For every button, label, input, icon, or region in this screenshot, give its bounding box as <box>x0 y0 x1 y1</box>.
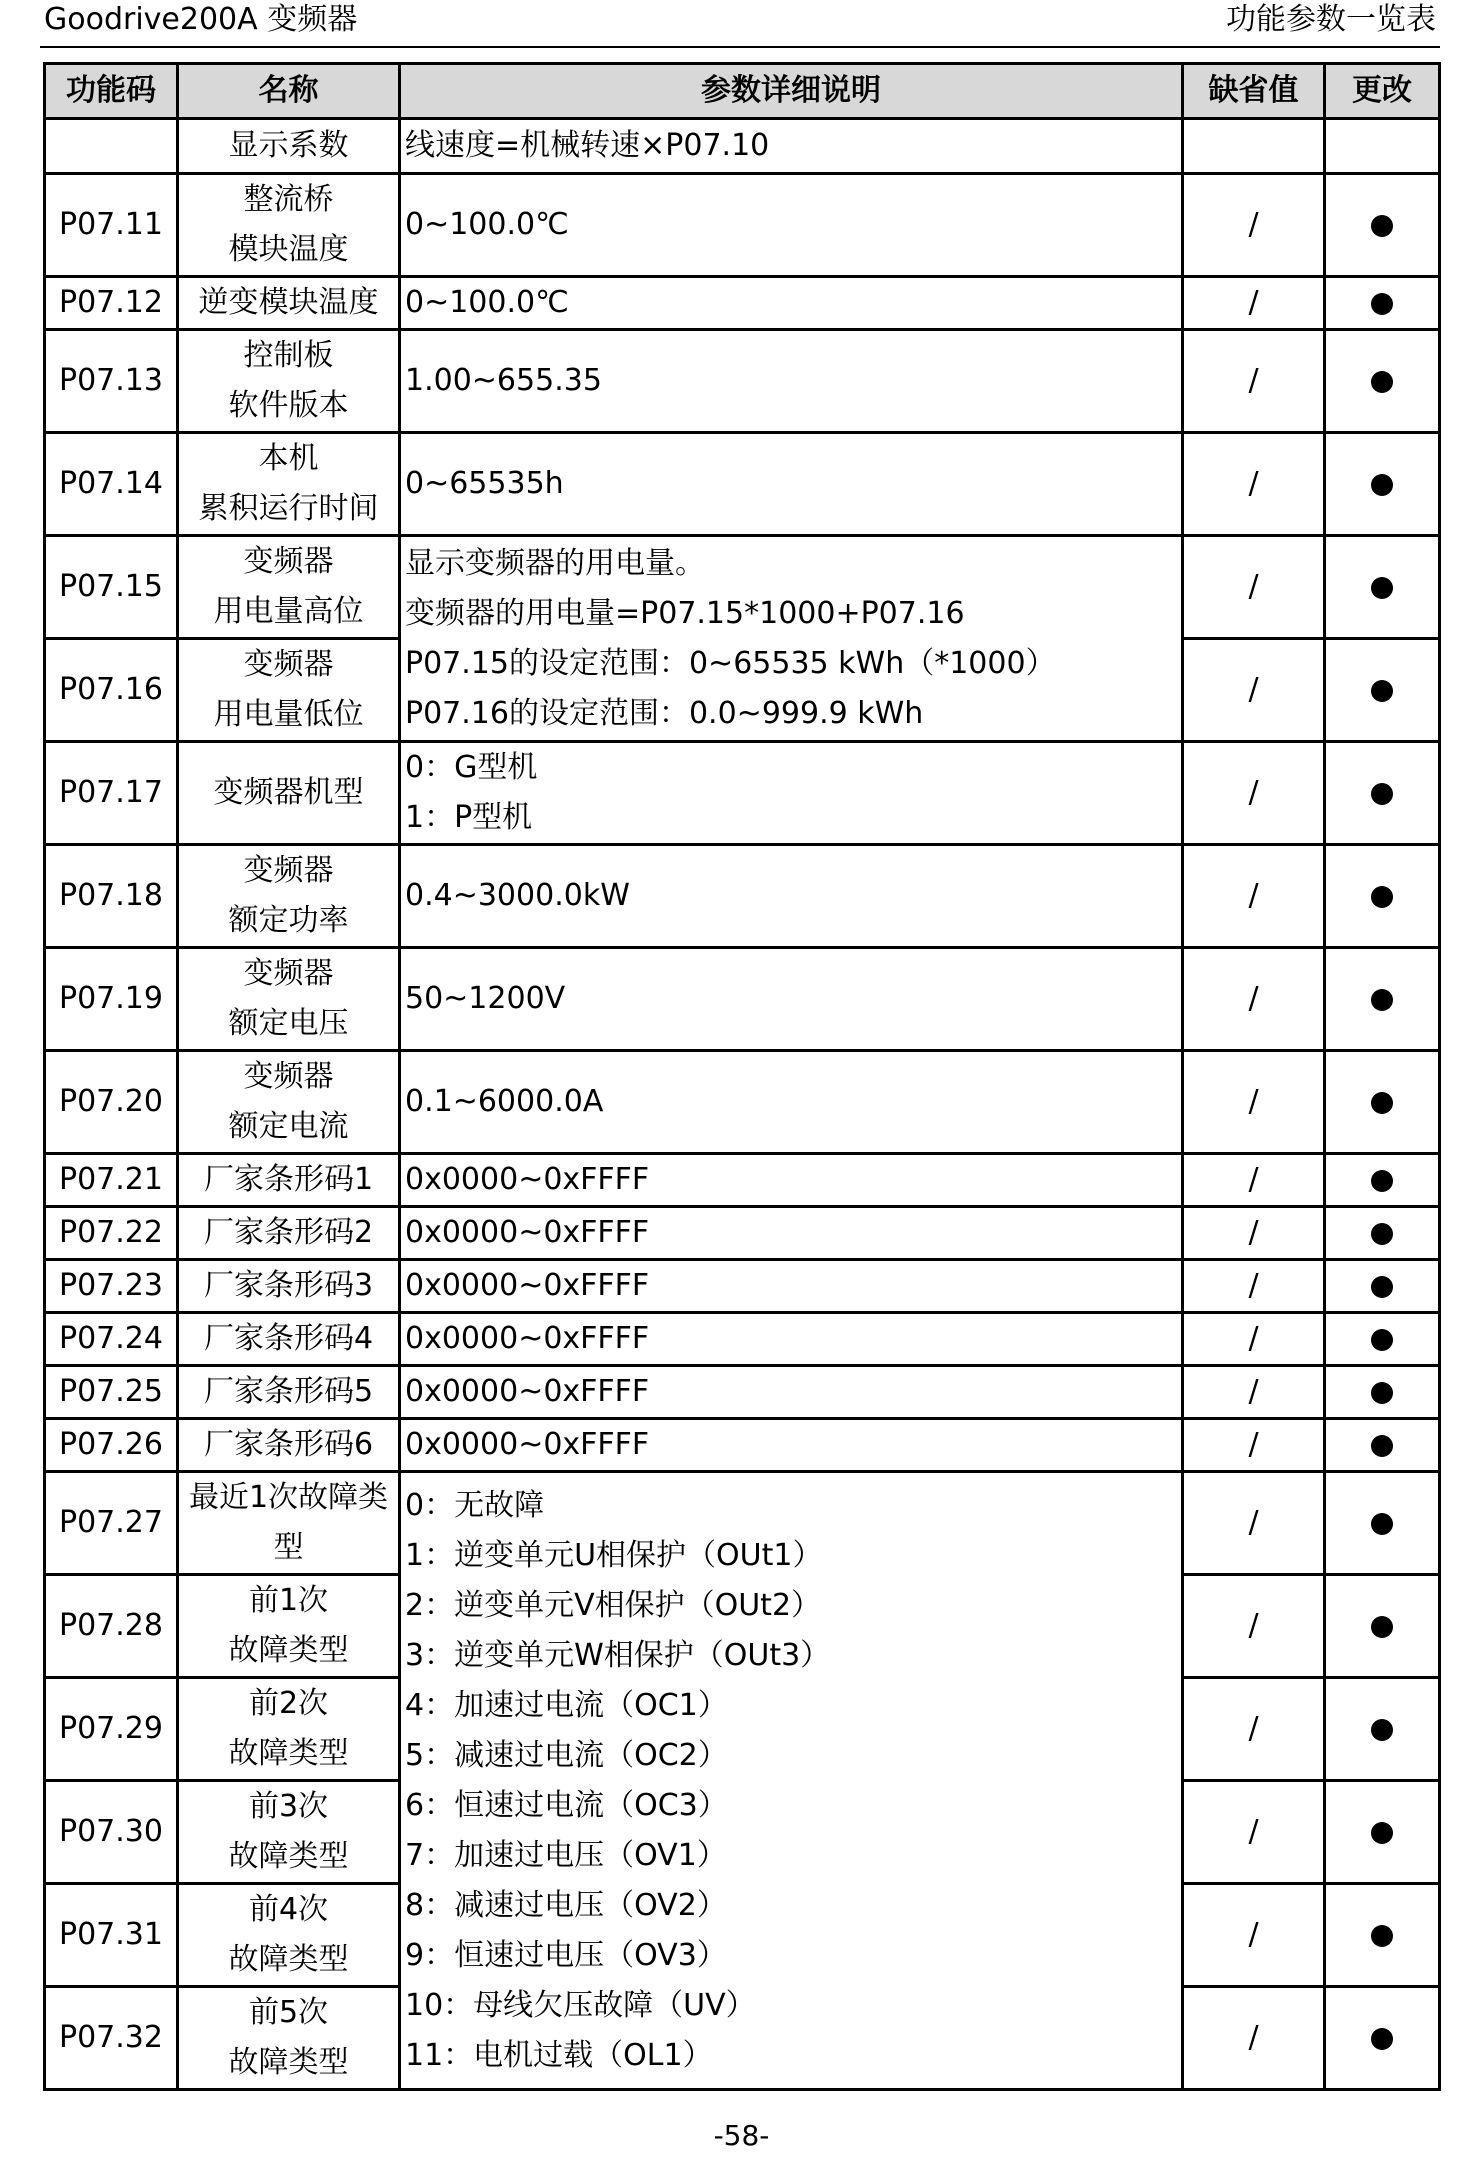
param-code: P07.15 <box>45 536 178 639</box>
param-name: 变频器 额定功率 <box>178 845 400 948</box>
param-code: P07.26 <box>45 1419 178 1472</box>
change-dot-icon <box>1371 1170 1393 1192</box>
param-name: 整流桥 模块温度 <box>178 174 400 277</box>
param-default: / <box>1183 536 1325 639</box>
param-name: 厂家条形码1 <box>178 1154 400 1207</box>
column-header-default: 缺省值 <box>1183 64 1325 119</box>
table-row <box>45 1260 1440 1313</box>
table-row <box>45 1419 1440 1472</box>
param-code: P07.30 <box>45 1781 178 1884</box>
param-change <box>1325 1366 1440 1419</box>
change-dot-icon <box>1371 1925 1393 1947</box>
param-change <box>1325 536 1440 639</box>
document-title: Goodrive200A 变频器 <box>44 2 358 37</box>
param-change <box>1325 119 1440 174</box>
param-code: P07.31 <box>45 1884 178 1987</box>
param-name: 厂家条形码6 <box>178 1419 400 1472</box>
param-change <box>1325 1472 1440 1575</box>
param-name: 变频器 额定电压 <box>178 948 400 1051</box>
param-default: / <box>1183 1987 1325 2090</box>
param-code: P07.23 <box>45 1260 178 1313</box>
param-change <box>1325 639 1440 742</box>
param-default <box>1183 119 1325 174</box>
param-change <box>1325 948 1440 1051</box>
param-code: P07.25 <box>45 1366 178 1419</box>
param-name: 变频器 额定电流 <box>178 1051 400 1154</box>
table-row <box>45 1154 1440 1207</box>
param-change <box>1325 1987 1440 2090</box>
param-default: / <box>1183 1781 1325 1884</box>
param-change <box>1325 1781 1440 1884</box>
param-desc-faults: 0：无故障 1：逆变单元U相保护（OUt1） 2：逆变单元V相保护（OUt2） 3：逆变单元W相保护（OUt3） 4：加速过电流（OC1） 5：减速过电流（OC2） 6：恒速过电流（OC3） 7：加速过电压（OV1） 8：减速过电压（OV2） 9：恒速过电压（OV3） 10：母线欠压故障（UV） 11：电机过载（OL1） <box>400 1472 1183 2090</box>
section-title: 功能参数一览表 <box>1226 2 1436 37</box>
param-default: / <box>1183 1207 1325 1260</box>
param-name: 前5次 故障类型 <box>178 1987 400 2090</box>
param-change <box>1325 1419 1440 1472</box>
change-dot-icon <box>1371 1382 1393 1404</box>
param-default: / <box>1183 639 1325 742</box>
param-name: 变频器机型 <box>178 742 400 845</box>
param-desc: 0~65535h <box>400 433 1183 536</box>
param-code: P07.27 <box>45 1472 178 1575</box>
param-code: P07.20 <box>45 1051 178 1154</box>
param-change <box>1325 174 1440 277</box>
param-default: / <box>1183 1472 1325 1575</box>
param-change <box>1325 330 1440 433</box>
table-row <box>45 433 1440 536</box>
param-default: / <box>1183 1154 1325 1207</box>
param-code: P07.24 <box>45 1313 178 1366</box>
param-change <box>1325 433 1440 536</box>
param-desc: 0x0000~0xFFFF <box>400 1154 1183 1207</box>
column-header-code: 功能码 <box>45 64 178 119</box>
param-desc: 0x0000~0xFFFF <box>400 1207 1183 1260</box>
param-desc: 线速度=机械转速×P07.10 <box>400 119 1183 174</box>
param-desc: 0.1~6000.0A <box>400 1051 1183 1154</box>
param-name: 控制板 软件版本 <box>178 330 400 433</box>
param-name: 逆变模块温度 <box>178 277 400 330</box>
param-name: 厂家条形码5 <box>178 1366 400 1419</box>
param-change <box>1325 277 1440 330</box>
parameter-table <box>43 62 1441 2091</box>
param-default: / <box>1183 1419 1325 1472</box>
column-header-change: 更改 <box>1325 64 1440 119</box>
param-change <box>1325 1154 1440 1207</box>
table-row <box>45 1051 1440 1154</box>
param-code: P07.32 <box>45 1987 178 2090</box>
change-dot-icon <box>1371 886 1393 908</box>
table-row <box>45 1313 1440 1366</box>
param-change <box>1325 1260 1440 1313</box>
change-dot-icon <box>1371 680 1393 702</box>
param-name: 显示系数 <box>178 119 400 174</box>
param-desc: 0x0000~0xFFFF <box>400 1313 1183 1366</box>
change-dot-icon <box>1371 783 1393 805</box>
param-default: / <box>1183 330 1325 433</box>
change-dot-icon <box>1371 1822 1393 1844</box>
table-row <box>45 742 1440 845</box>
param-default: / <box>1183 948 1325 1051</box>
param-desc: 0x0000~0xFFFF <box>400 1260 1183 1313</box>
param-desc: 1.00~655.35 <box>400 330 1183 433</box>
change-dot-icon <box>1371 1223 1393 1245</box>
table-row <box>45 1366 1440 1419</box>
change-dot-icon <box>1371 371 1393 393</box>
param-name: 厂家条形码3 <box>178 1260 400 1313</box>
param-code: P07.22 <box>45 1207 178 1260</box>
page-header <box>40 0 1440 48</box>
change-dot-icon <box>1371 1329 1393 1351</box>
table-row <box>45 948 1440 1051</box>
param-code <box>45 119 178 174</box>
param-name: 厂家条形码4 <box>178 1313 400 1366</box>
table-row <box>45 845 1440 948</box>
param-code: P07.17 <box>45 742 178 845</box>
param-default: / <box>1183 845 1325 948</box>
param-default: / <box>1183 433 1325 536</box>
param-change <box>1325 1575 1440 1678</box>
param-desc: 0.4~3000.0kW <box>400 845 1183 948</box>
change-dot-icon <box>1371 215 1393 237</box>
change-dot-icon <box>1371 989 1393 1011</box>
param-code: P07.14 <box>45 433 178 536</box>
param-name: 前4次 故障类型 <box>178 1884 400 1987</box>
param-code: P07.21 <box>45 1154 178 1207</box>
table-row <box>45 536 1440 639</box>
param-desc-energy: 显示变频器的用电量。 变频器的用电量=P07.15*1000+P07.16 P07.15的设定范围：0~65535 kWh（*1000） P07.16的设定范围：0.0~999.9 kWh <box>400 536 1183 742</box>
param-desc: 0x0000~0xFFFF <box>400 1366 1183 1419</box>
param-name: 变频器 用电量低位 <box>178 639 400 742</box>
change-dot-icon <box>1371 1513 1393 1535</box>
param-default: / <box>1183 742 1325 845</box>
param-code: P07.19 <box>45 948 178 1051</box>
param-desc: 50~1200V <box>400 948 1183 1051</box>
param-code: P07.12 <box>45 277 178 330</box>
table-header-row <box>45 64 1440 119</box>
param-code: P07.29 <box>45 1678 178 1781</box>
table-row <box>45 330 1440 433</box>
page-number: -58- <box>713 2119 770 2152</box>
param-name: 厂家条形码2 <box>178 1207 400 1260</box>
param-desc: 0：G型机 1：P型机 <box>400 742 1183 845</box>
param-change <box>1325 1207 1440 1260</box>
param-name: 前3次 故障类型 <box>178 1781 400 1884</box>
param-default: / <box>1183 1575 1325 1678</box>
param-code: P07.16 <box>45 639 178 742</box>
change-dot-icon <box>1371 1092 1393 1114</box>
change-dot-icon <box>1371 2028 1393 2050</box>
param-name: 前1次 故障类型 <box>178 1575 400 1678</box>
param-default: / <box>1183 1884 1325 1987</box>
param-change <box>1325 1313 1440 1366</box>
table-row <box>45 119 1440 174</box>
change-dot-icon <box>1371 1276 1393 1298</box>
param-desc: 0~100.0℃ <box>400 277 1183 330</box>
param-default: / <box>1183 1051 1325 1154</box>
param-default: / <box>1183 277 1325 330</box>
param-default: / <box>1183 1260 1325 1313</box>
param-change <box>1325 845 1440 948</box>
change-dot-icon <box>1371 1435 1393 1457</box>
param-code: P07.28 <box>45 1575 178 1678</box>
table-row <box>45 277 1440 330</box>
table-row <box>45 174 1440 277</box>
param-change <box>1325 1678 1440 1781</box>
change-dot-icon <box>1371 474 1393 496</box>
param-name: 最近1次故障类 型 <box>178 1472 400 1575</box>
param-desc: 0x0000~0xFFFF <box>400 1419 1183 1472</box>
param-code: P07.11 <box>45 174 178 277</box>
table-row <box>45 1472 1440 1575</box>
param-default: / <box>1183 174 1325 277</box>
param-default: / <box>1183 1366 1325 1419</box>
change-dot-icon <box>1371 293 1393 315</box>
column-header-name: 名称 <box>178 64 400 119</box>
table-row <box>45 1207 1440 1260</box>
change-dot-icon <box>1371 1719 1393 1741</box>
change-dot-icon <box>1371 577 1393 599</box>
param-desc: 0~100.0℃ <box>400 174 1183 277</box>
param-default: / <box>1183 1313 1325 1366</box>
param-name: 前2次 故障类型 <box>178 1678 400 1781</box>
param-change <box>1325 742 1440 845</box>
param-change <box>1325 1884 1440 1987</box>
param-change <box>1325 1051 1440 1154</box>
change-dot-icon <box>1371 1616 1393 1638</box>
column-header-desc: 参数详细说明 <box>400 64 1183 119</box>
param-name: 本机 累积运行时间 <box>178 433 400 536</box>
param-code: P07.18 <box>45 845 178 948</box>
param-name: 变频器 用电量高位 <box>178 536 400 639</box>
param-default: / <box>1183 1678 1325 1781</box>
param-code: P07.13 <box>45 330 178 433</box>
